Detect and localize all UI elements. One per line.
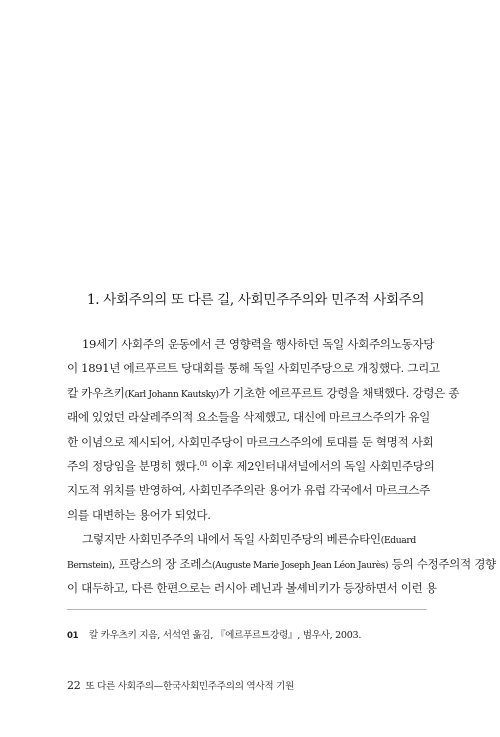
body-text (67, 332, 496, 600)
text-line: 이 대두하고, 다른 한편으로는 러시아 레닌과 볼셰비키가 등장하면서 이런 용 (67, 580, 437, 595)
author-original-name: (Karl Johann Kautsky) (124, 388, 219, 400)
text-line: 칼 카우츠키(Karl Johann Kautsky)가 기초한 에르푸르트 강령을 채택했다. 강령은 종 (67, 385, 460, 400)
text-line: 19세기 사회주의 운동에서 큰 영향력을 행사하던 독일 사회주의노동자당 (82, 337, 435, 351)
running-title: 또 다른 사회주의—한국사회민주주의의 역사적 기원 (85, 681, 295, 692)
text-line: 래에 있었던 라살레주의적 요소들을 삭제했고, 대신에 마르크스주의가 유일 (67, 410, 431, 425)
person-original-name: Bernstein) (67, 559, 112, 571)
text-line: 지도적 위치를 반영하여, 사회민주주의란 용어가 유럽 각국에서 마르크스주 (67, 483, 431, 498)
text-line: 한 이념으로 제시되어, 사회민주당이 마르크스주의에 토대를 둔 혁명적 사회 (67, 434, 434, 449)
footnote-number: 01 (67, 631, 79, 641)
footnote-text: 칼 카우츠키 지음, 서석연 옮김, 『에르푸르트강령』, 범우사, 2003. (89, 630, 362, 641)
text-line: 의를 대변하는 용어가 되었다. (67, 507, 211, 522)
text-line: 주의 정당임을 분명히 했다.$^{01}$ 이후 제2인터내셔널에서의 독일 사회민주당의 (67, 458, 435, 473)
section-heading: 1. 사회주의의 또 다른 길, 사회민주주의와 민주적 사회주의 (87, 292, 425, 308)
running-footer (67, 678, 294, 692)
text-line: Bernstein), 프랑스의 장 조레스(Auguste Marie Joseph Jean Léon Jaurès) 등의 수정주의적 경향 (67, 556, 496, 571)
text-line: 그렇지만 사회민주주의 내에서 독일 사회민주당의 베른슈타인(Eduard (82, 532, 416, 547)
footnote-reference[interactable]: 01 (199, 459, 208, 468)
page-number: 22 (67, 679, 81, 692)
footnote (67, 627, 427, 641)
person-original-name: (Eduard (380, 535, 416, 547)
footnote-divider (67, 609, 427, 610)
person-original-name: (Auguste Marie Joseph Jean Léon Jaurès) (211, 559, 389, 571)
text-line: 이 1891년 에르푸르트 당대회를 통해 독일 사회민주당으로 개칭했다. 그리고 (67, 361, 440, 376)
